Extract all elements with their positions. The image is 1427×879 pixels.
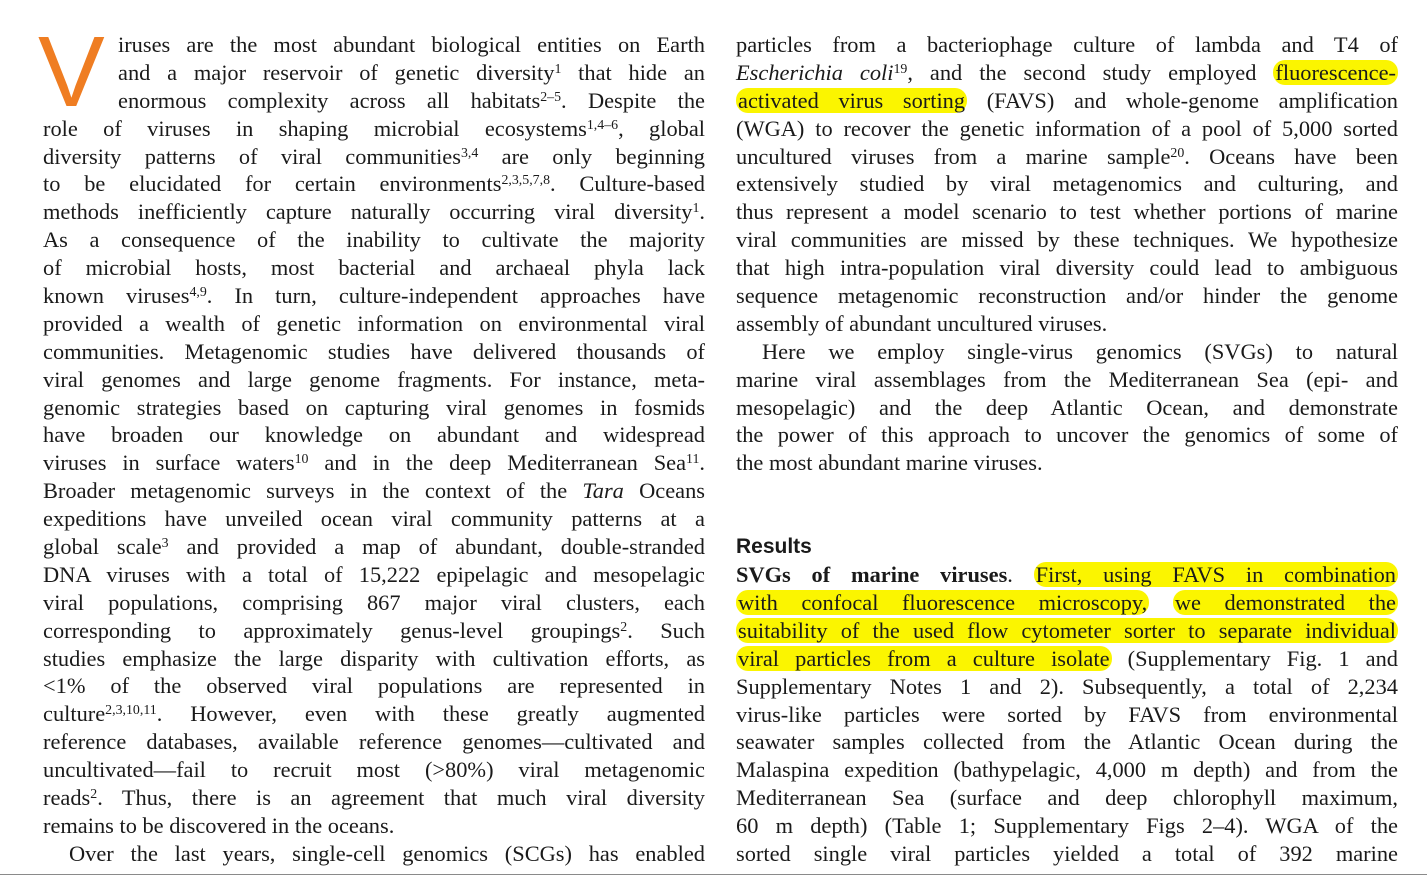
- text-line: extensively studied by viral metagenomics and culturing, and: [736, 171, 1398, 197]
- highlighted-text: with confocal fluorescence microscopy,: [738, 590, 1148, 616]
- italic-term: Tara: [582, 478, 624, 504]
- text-line: sorted single viral particles yielded a total of 392 marine: [736, 841, 1398, 867]
- text-line: assembly of abundant uncultured viruses.: [736, 310, 1108, 336]
- text-line: marine viral assemblages from the Mediterranean Sea (epi- and: [736, 366, 1398, 392]
- text-line: iruses are the most abundant biological entities on Earth: [118, 32, 705, 57]
- text-line: and a major reservoir of genetic diversity$^1$ that hide an: [118, 59, 705, 85]
- text-line: role of viruses in shaping microbial ecosystems$^{1,4-6}$, global: [43, 115, 705, 141]
- text-line: seawater samples collected from the Atlantic Ocean during the: [736, 729, 1398, 755]
- text-line: methods inefficiently capture naturally occurring viral diversity$^1$.: [43, 199, 705, 225]
- text-line: viral genomes and large genome fragments. For instance, meta-: [43, 366, 705, 392]
- text-line: Supplementary Notes 1 and 2). Subsequently, a total of 2,234: [736, 673, 1398, 699]
- text-line: provided a wealth of genetic information on environmental viral: [43, 310, 705, 336]
- section-heading: Results: [736, 535, 812, 559]
- left-column: [38, 16, 706, 868]
- text-line: mesopelagic) and the deep Atlantic Ocean, and demonstrate: [736, 394, 1398, 420]
- right-column: [736, 31, 1398, 868]
- text-line: viral particles from a culture isolate (Supplementary Fig. 1 and: [738, 645, 1398, 671]
- citation: 2–5: [540, 89, 562, 105]
- text-line: sequence metagenomic reconstruction and/or hinder the genome: [736, 283, 1398, 309]
- text-line: Over the last years, single-cell genomics (SCGs) has enabled: [69, 840, 705, 866]
- text-line: Here we employ single-virus genomics (SVGs) to natural: [762, 338, 1398, 364]
- text-line: viruses in surface waters$^{10}$ and in the deep Mediterranean Sea$^{11}$.: [43, 450, 706, 476]
- page-bottom-edge: [0, 874, 1427, 879]
- text-line: the most abundant marine viruses.: [736, 450, 1043, 476]
- text-line: communities. Metagenomic studies have delivered thousands of: [43, 338, 705, 364]
- highlighted-text: we demonstrated the: [1174, 590, 1396, 616]
- text-line: that high intra-population viral diversity could lead to ambiguous: [736, 255, 1398, 281]
- citation: 1,4–6: [586, 117, 619, 133]
- text-line: genomic strategies based on capturing viral genomes in fosmids: [43, 394, 705, 420]
- text-line: reference databases, available reference genomes—cultivated and: [43, 729, 705, 755]
- text-line: known viruses$^{4,9}$. In turn, culture-independent approaches have: [43, 283, 706, 309]
- drop-cap: V: [38, 16, 105, 128]
- citation: 1: [554, 61, 562, 77]
- citation: 2,3,5,7,8: [501, 173, 550, 189]
- text-line: global scale$^3$ and provided a map of abundant, double-stranded: [43, 534, 705, 560]
- section-gap: [736, 477, 1398, 533]
- citation: 19: [893, 61, 908, 77]
- citation: 3,4: [460, 145, 479, 161]
- citation: 11: [686, 452, 700, 468]
- citation: 4,9: [189, 285, 207, 301]
- text-line: reads$^2$. Thus, there is an agreement that much viral diversity: [43, 785, 705, 811]
- citation: 1: [692, 201, 700, 217]
- citation: 3: [161, 536, 169, 552]
- citation: 2: [620, 619, 628, 635]
- text-line: virus-like particles were sorted by FAVS from environmental: [736, 701, 1398, 727]
- text-line: Mediterranean Sea (surface and deep chlorophyll maximum,: [736, 785, 1398, 811]
- text-line: (WGA) to recover the genetic information of a pool of 5,000 sorted: [736, 115, 1398, 141]
- text-line: have broaden our knowledge on abundant and widespread: [43, 422, 705, 448]
- citation: 10: [294, 452, 309, 468]
- text-line: As a consequence of the inability to cultivate the majority: [43, 227, 705, 253]
- text-line: studies emphasize the large disparity with cultivation efforts, as: [43, 645, 705, 671]
- text-line: the power of this approach to uncover the genomics of some of: [736, 422, 1398, 448]
- text-line: SVGs of marine viruses. First, using FAVS in combination: [736, 562, 1396, 588]
- highlighted-text: suitability of the used flow cytometer sorter to separate individual: [738, 617, 1396, 643]
- text-line: remains to be discovered in the oceans.: [43, 812, 395, 838]
- italic-term: Escherichia coli: [736, 59, 894, 85]
- highlighted-text: viral particles from a culture isolate: [738, 645, 1110, 671]
- text-line: DNA viruses with a total of 15,222 epipelagic and mesopelagic: [43, 561, 705, 587]
- text-line: activated virus sorting (FAVS) and whole-genome amplification: [738, 87, 1399, 113]
- text-line: viral communities are missed by these techniques. We hypothesize: [736, 227, 1398, 253]
- text-line: Escherichia coli$^{19}$, and the second study employed fluorescence-: [736, 59, 1396, 85]
- text-line: particles from a bacteriophage culture of lambda and T4 of: [736, 32, 1398, 57]
- text-line: diversity patterns of viral communities$^{3,4}$ are only beginning: [43, 143, 706, 169]
- text-line: corresponding to approximately genus-level groupings$^2$. Such: [43, 617, 705, 643]
- text-line: to be elucidated for certain environments$^{2,3,5,7,8}$. Culture-based: [43, 171, 705, 197]
- highlighted-text: fluorescence-: [1275, 59, 1396, 85]
- text-line: Malaspina expedition (bathypelagic, 4,000 m depth) and from the: [736, 757, 1398, 783]
- text-line: [736, 589, 1398, 617]
- citation: 2: [90, 787, 98, 803]
- text-line: uncultured viruses from a marine sample$^{20}$. Oceans have been: [736, 143, 1398, 169]
- text-line: 60 m depth) (Table 1; Supplementary Figs 2–4). WGA of the: [736, 813, 1398, 839]
- highlighted-text: activated virus sorting: [738, 87, 966, 113]
- text-line: [736, 617, 1398, 645]
- text-line: <1% of the observed viral populations are represented in: [43, 673, 705, 699]
- text-line: viral populations, comprising 867 major viral clusters, each: [43, 589, 705, 615]
- subsection-title: SVGs of marine viruses: [736, 562, 1008, 588]
- text-line: thus represent a model scenario to test whether portions of marine: [736, 199, 1398, 225]
- highlighted-text: First, using FAVS in combination: [1035, 562, 1396, 588]
- text-line: of microbial hosts, most bacterial and archaeal phyla lack: [43, 255, 705, 281]
- citation: 2,3,10,11: [105, 703, 157, 719]
- text-line: expeditions have unveiled ocean viral community patterns at a: [43, 506, 705, 532]
- text-line: culture$^{2,3,10,11}$. However, even with these greatly augmented: [43, 701, 705, 727]
- text-line: uncultivated—fail to recruit most (>80%) viral metagenomic: [43, 757, 705, 783]
- text-line: Broader metagenomic surveys in the context of the Tara Oceans: [43, 478, 705, 504]
- text-line: enormous complexity across all habitats$^{2-5}$. Despite the: [118, 87, 705, 113]
- citation: 20: [1170, 145, 1185, 161]
